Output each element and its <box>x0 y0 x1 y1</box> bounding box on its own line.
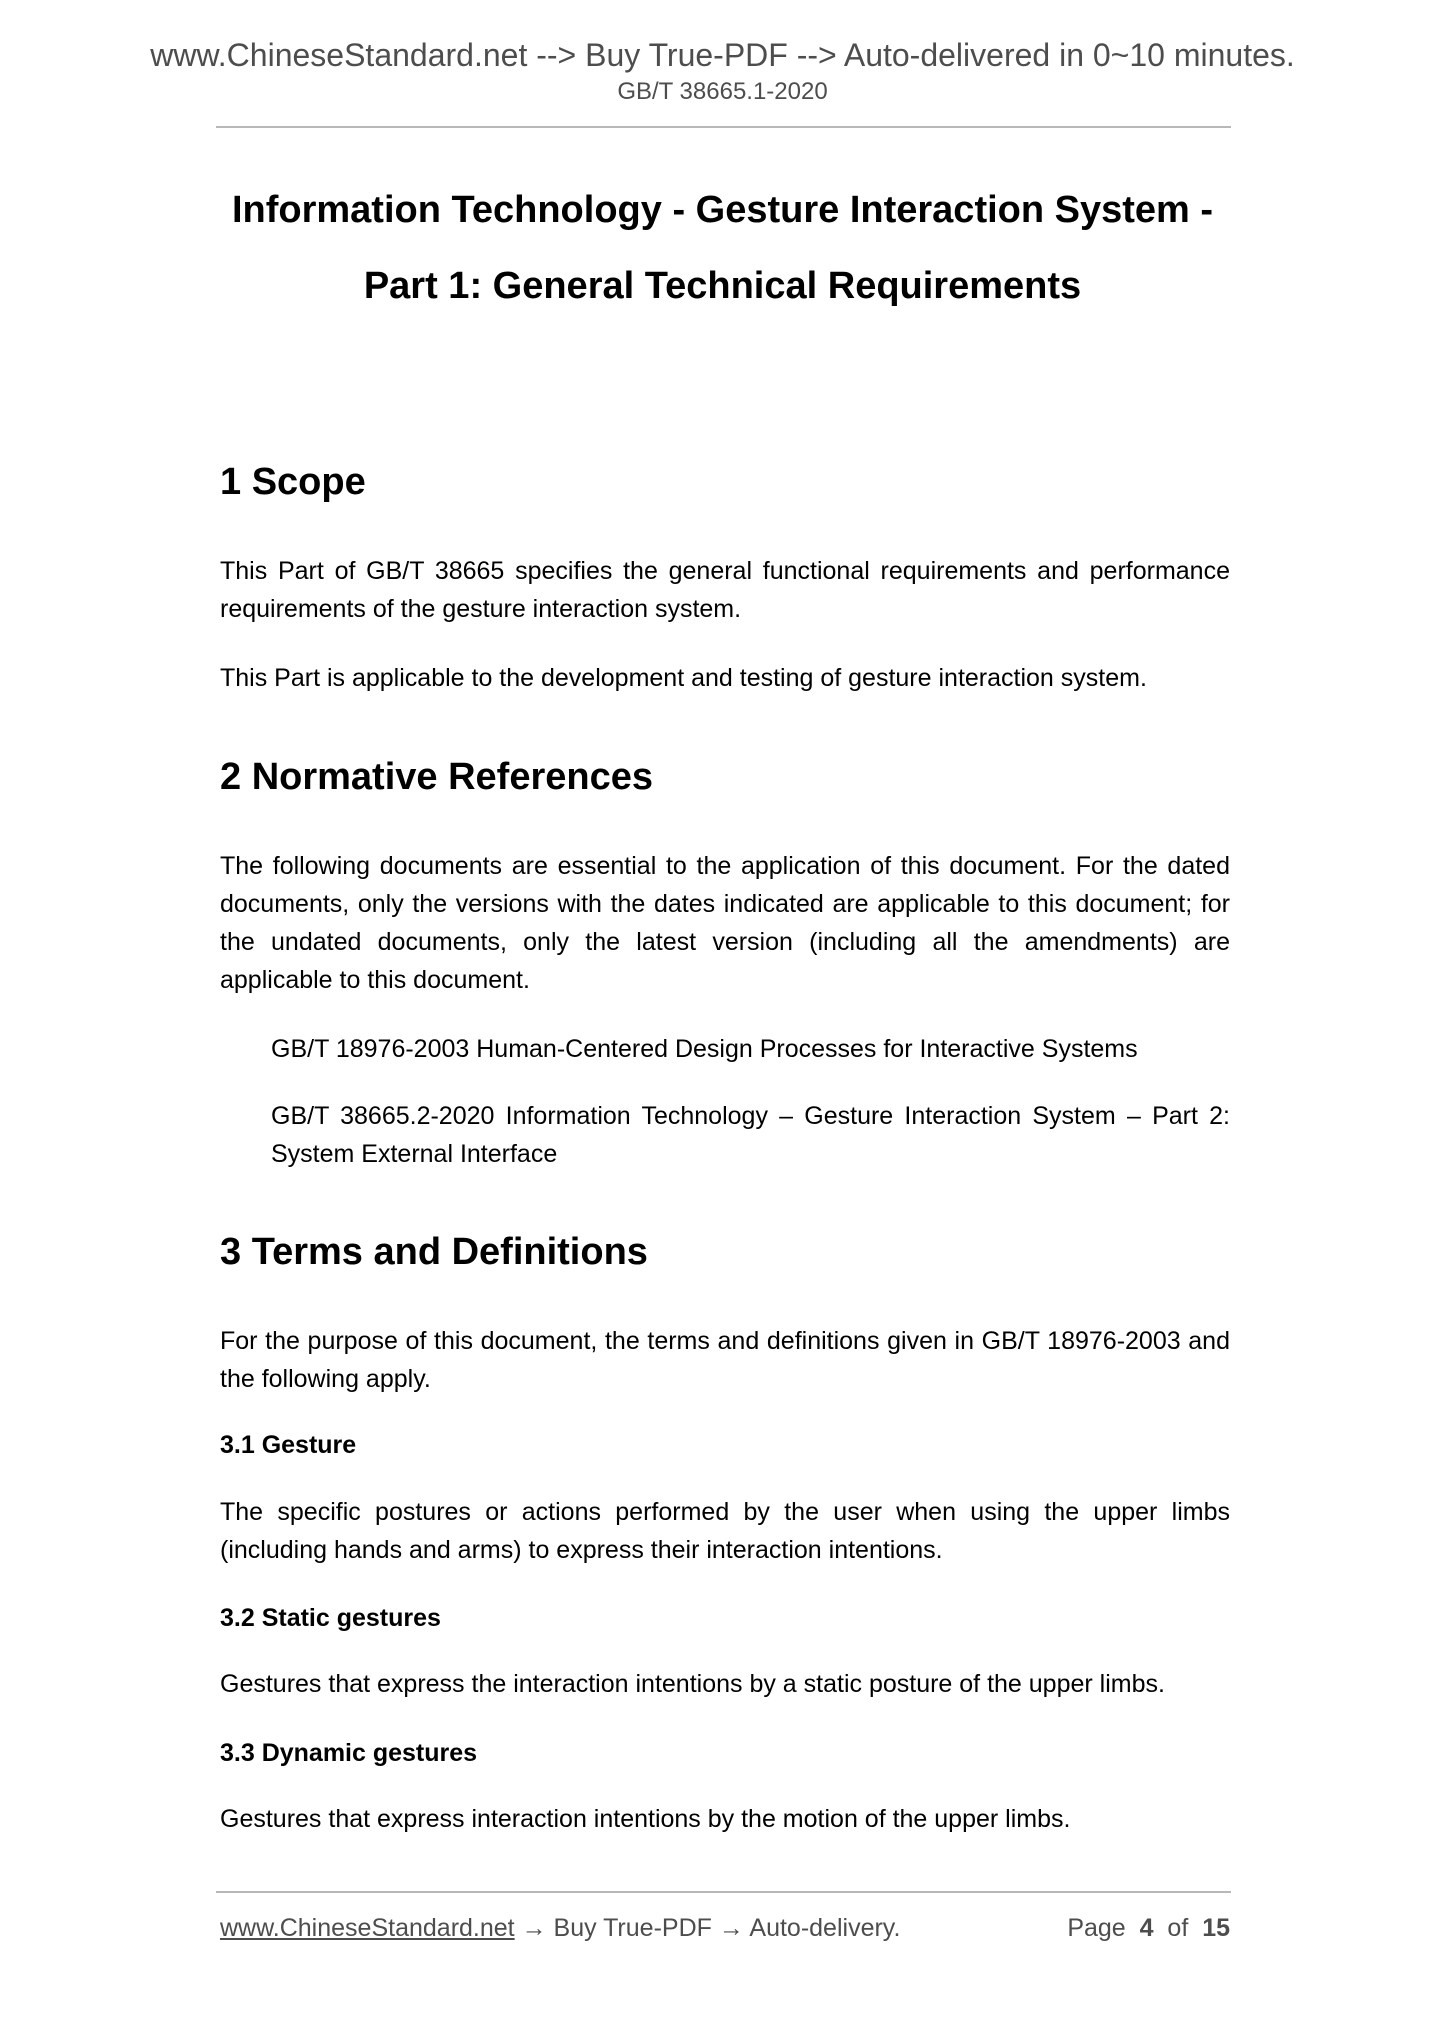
standard-code: GB/T 38665.1-2020 <box>617 78 828 105</box>
document-title-line-2: Part 1: General Technical Requirements <box>363 265 1082 307</box>
term-definition-dynamic-gestures: Gestures that express interaction intentions by the motion of the upper limbs. <box>220 1805 1071 1833</box>
term-definition-static-gestures: Gestures that express the interaction intentions by a static posture of the upper limbs. <box>220 1670 1165 1698</box>
term-heading-static-gestures: 3.2 Static gestures <box>220 1604 441 1632</box>
terms-paragraph-1: For the purpose of this document, the terms and definitions given in GB/T 18976-2003 and the following apply. <box>220 1327 1230 1393</box>
reference-item: GB/T 18976-2003 Human-Centered Design Processes for Interactive Systems <box>271 1035 1138 1063</box>
section-heading-normative-references: 2 Normative References <box>220 756 653 798</box>
page-indicator <box>1067 1912 1230 1944</box>
page-of: of <box>1167 1914 1189 1942</box>
header-divider <box>216 126 1231 128</box>
page-current: 4 <box>1139 1914 1154 1942</box>
section-heading-scope: 1 Scope <box>220 461 366 503</box>
footer-delivery-text: → Buy True-PDF → Auto-delivery. <box>514 1914 901 1942</box>
footer <box>220 1912 1230 1944</box>
document-title-line-1: Information Technology - Gesture Interaction System - <box>231 189 1214 231</box>
footer-website-link[interactable]: www.ChineseStandard.net <box>220 1914 515 1942</box>
term-heading-gesture: 3.1 Gesture <box>220 1431 357 1459</box>
term-definition-gesture: The specific postures or actions performed by the user when using the upper limbs (including hands and arms) to express their interaction intentions. <box>220 1498 1230 1564</box>
footer-divider <box>216 1891 1231 1893</box>
reference-item: GB/T 38665.2-2020 Information Technology – Gesture Interaction System – Part 2: System External Interface <box>271 1102 1230 1168</box>
section-heading-terms-definitions: 3 Terms and Definitions <box>220 1231 648 1273</box>
normative-paragraph-1: The following documents are essential to the application of this document. For the dated documents, only the versions with the dates indicated are applicable to this document; for the undated documents, only the latest version (including all the amendments) are applicable to this document. <box>220 852 1230 994</box>
scope-paragraph-1: This Part of GB/T 38665 specifies the general functional requirements and performance requirements of the gesture interaction system. <box>220 557 1230 623</box>
term-heading-dynamic-gestures: 3.3 Dynamic gestures <box>220 1739 478 1767</box>
header-banner: www.ChineseStandard.net --> Buy True-PDF --> Auto-delivered in 0~10 minutes. <box>150 37 1295 73</box>
scope-paragraph-2: This Part is applicable to the development and testing of gesture interaction system. <box>220 664 1147 692</box>
page-label: Page <box>1067 1914 1126 1942</box>
page-total: 15 <box>1202 1914 1230 1942</box>
